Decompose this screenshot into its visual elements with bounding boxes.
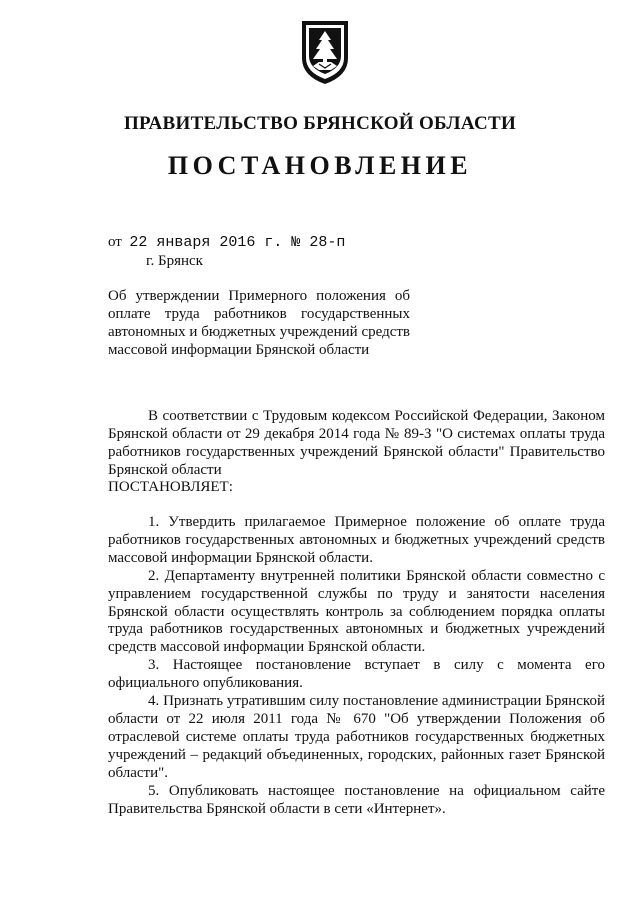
coat-of-arms-icon	[299, 18, 351, 86]
decree-point-1: 1. Утвердить прилагаемое Примерное положение об оплате труда работников государственных автономных и бюджетных учреждений средств массовой информации Брянской области.	[108, 514, 605, 566]
document-type-title: ПОСТАНОВЛЕНИЕ	[167, 151, 473, 180]
decree-point-5: 5. Опубликовать настоящее постановление на официальном сайте Правительства Брянской области в сети «Интернет».	[108, 782, 605, 817]
document-date-line	[108, 234, 345, 251]
date-and-number: 22 января 2016 г. № 28-п	[129, 234, 346, 251]
decree-point-3: 3. Настоящее постановление вступает в силу с момента его официального опубликования.	[108, 657, 605, 692]
decree-points	[108, 514, 605, 818]
preamble	[108, 407, 605, 479]
document-city: г. Брянск	[146, 253, 203, 269]
document-subject	[108, 287, 410, 359]
preamble-text: В соответствии с Трудовым кодексом Российской Федерации, Законом Брянской области от 29 декабря 2014 года № 89-З "О системах оплаты труда работников государственных учреждений Брянской области" Правительство Брянской области	[108, 408, 605, 478]
decree-word: ПОСТАНОВЛЯЕТ:	[108, 479, 233, 495]
date-prefix: от	[108, 234, 122, 250]
government-title: ПРАВИТЕЛЬСТВО БРЯНСКОЙ ОБЛАСТИ	[123, 113, 517, 134]
decree-point-4: 4. Признать утратившим силу постановление администрации Брянской области от 22 июля 2011 года № 670 "Об утверждении Положения об отраслевой системе оплаты труда работников государственных бюджетных учреждений – редакций объединенных, городских, районных газет Брянской области".	[108, 693, 605, 781]
subject-text: Об утверждении Примерного положения об оплате труда работников государственных автономных и бюджетных учреждений средств массовой информации Брянской области	[108, 288, 410, 358]
decree-point-2: 2. Департаменту внутренней политики Брянской области совместно с управлением государственной службы по труду и занятости населения Брянской области осуществлять контроль за соблюдением порядка оплаты труда работников государственных автономных и бюджетных учреждений средств массовой информации Брянской области.	[108, 567, 605, 656]
